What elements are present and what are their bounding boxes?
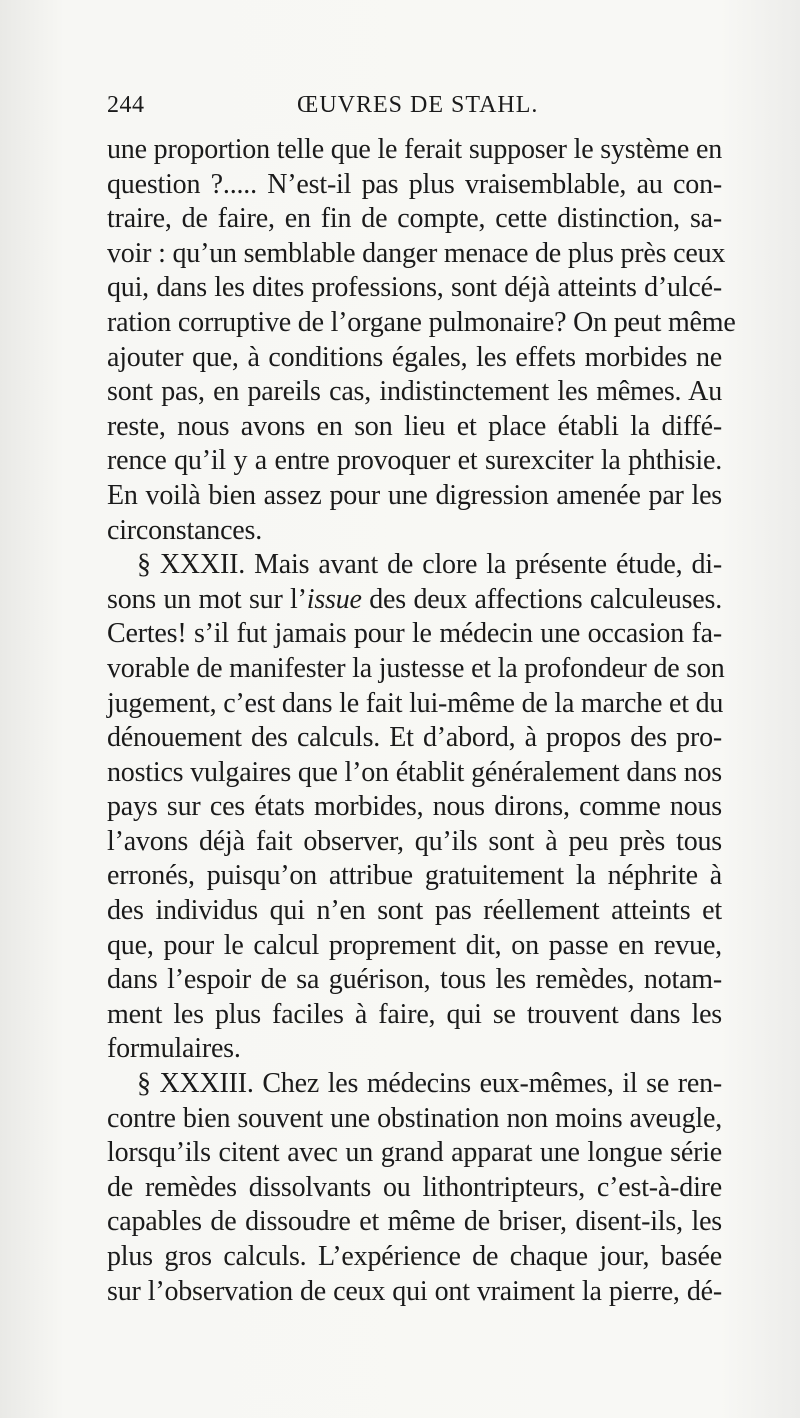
text-line: En voilà bien assez pour une digression amenée par les [107, 479, 722, 511]
text-line: traire, de faire, en fin de compte, cette distinction, sa- [107, 203, 722, 235]
text-line: nostics vulgaires que l’on établit généralement dans nos [107, 756, 722, 788]
text-line: ajouter que, à conditions égales, les effets morbides ne [107, 341, 722, 373]
text-line: l’avons déjà fait observer, qu’ils sont à peu près tous [107, 825, 722, 857]
text-line: circonstances. [107, 514, 263, 546]
text-line: reste, nous avons en son lieu et place établi la diffé- [107, 410, 722, 442]
text-line: formulaires. [107, 1033, 241, 1065]
running-title: ŒUVRES DE STAHL. [297, 92, 539, 118]
text-line: voir : qu’un semblable danger menace de plus près ceux [107, 237, 726, 269]
text-line: sont pas, en pareils cas, indistinctement les mêmes. Au [107, 376, 722, 408]
text-line: dans l’espoir de sa guérison, tous les remèdes, notam- [107, 964, 722, 996]
text-line: qui, dans les dites professions, sont déjà atteints d’ulcé- [107, 272, 722, 304]
text-run: des deux affections calculeuses. [361, 583, 722, 615]
text-line: question ?..... N’est-il pas plus vraisemblable, au con- [107, 168, 722, 200]
text-line: vorable de manifester la justesse et la profondeur de son [107, 652, 725, 684]
body-text [107, 133, 736, 1309]
text-line: des individus qui n’en sont pas réellement atteints et [107, 895, 722, 927]
text-line: ration corruptive de l’organe pulmonaire? On peut même [107, 306, 736, 338]
text-line: jugement, c’est dans le fait lui-même de la marche et du [107, 687, 724, 719]
text-line: Certes! s’il fut jamais pour le médecin une occasion fa- [107, 618, 722, 650]
text-line: erronés, puisqu’on attribue gratuitement la néphrite à [107, 860, 722, 892]
text-line: ment les plus faciles à faire, qui se trouvent dans les [107, 998, 722, 1030]
text-line: contre bien souvent une obstination non moins aveugle, [107, 1102, 722, 1134]
text-line: sur l’observation de ceux qui ont vraiment la pierre, dé- [107, 1275, 722, 1307]
section-heading-line: § XXXII. Mais avant de clore la présente étude, di- [137, 549, 722, 581]
text-line: que, pour le calcul proprement dit, on passe en revue, [107, 929, 722, 961]
text-line: plus gros calculs. L’expérience de chaque jour, basée [107, 1241, 722, 1272]
section-heading-line: § XXXIII. Chez les médecins eux-mêmes, il se ren- [137, 1068, 722, 1100]
text-line: dénouement des calculs. Et d’abord, à propos des pro- [107, 722, 722, 754]
text-line: de remèdes dissolvants ou lithontripteurs, c’est-à-dire [107, 1171, 722, 1203]
text-line: capables de dissoudre et même de briser, disent-ils, les [107, 1206, 722, 1238]
italic-word: issue [306, 583, 362, 615]
text-line: pays sur ces états morbides, nous dirons, comme nous [107, 791, 722, 823]
running-head [107, 92, 722, 132]
text-line: rence qu’il y a entre provoquer et surexciter la phthisie. [107, 445, 722, 477]
text-line-with-italic [107, 583, 722, 618]
text-line: lorsqu’ils citent avec un grand apparat une longue série [107, 1137, 722, 1169]
page-number: 244 [107, 92, 145, 118]
text-run: sons un mot sur l’ [107, 583, 307, 615]
text-line: une proportion telle que le ferait supposer le système en [107, 134, 722, 165]
